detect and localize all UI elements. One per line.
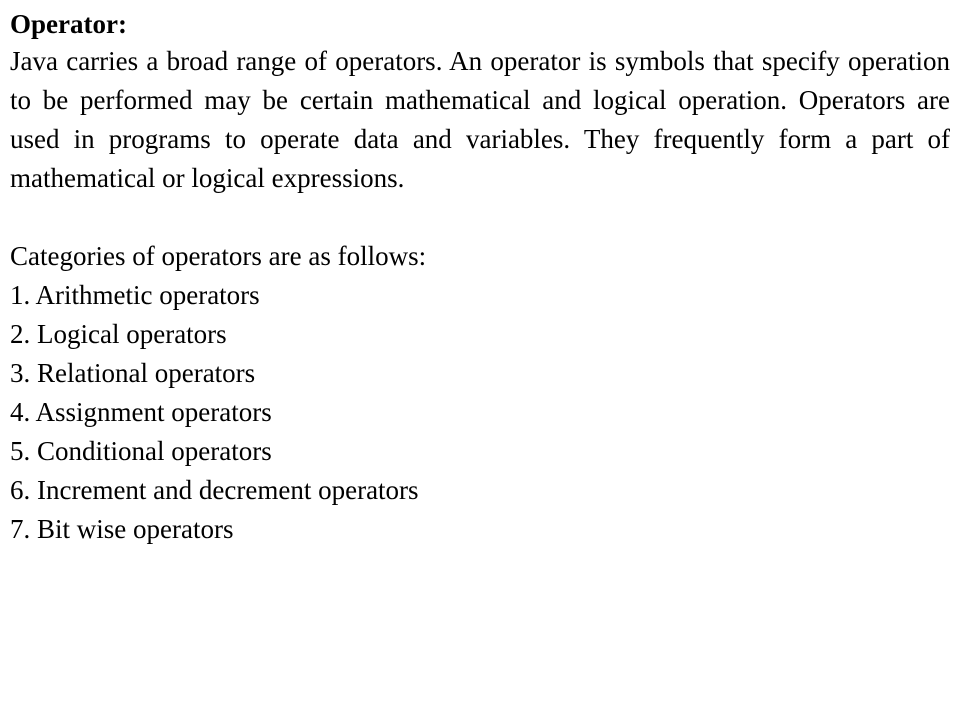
- list-item: 5. Conditional operators: [10, 436, 272, 466]
- list-item: 6. Increment and decrement operators: [10, 475, 419, 505]
- document-body: [10, 6, 950, 549]
- list-item: 7. Bit wise operators: [10, 514, 234, 544]
- list-item: 3. Relational operators: [10, 358, 256, 388]
- categories-list: [10, 276, 950, 549]
- intro-paragraph: Java carries a broad range of operators. An operator is symbols that specify operation to be performed may be certain mathematical and logical operation. Operators are used in programs to operate data and variables. They frequently form a part of mathematical or logical expressions.: [10, 46, 950, 193]
- page-title: Operator:: [10, 9, 127, 39]
- list-item: 4. Assignment operators: [10, 397, 272, 427]
- list-item: 2. Logical operators: [10, 319, 227, 349]
- list-item: 1. Arithmetic operators: [10, 280, 260, 310]
- list-intro: Categories of operators are as follows:: [10, 241, 427, 271]
